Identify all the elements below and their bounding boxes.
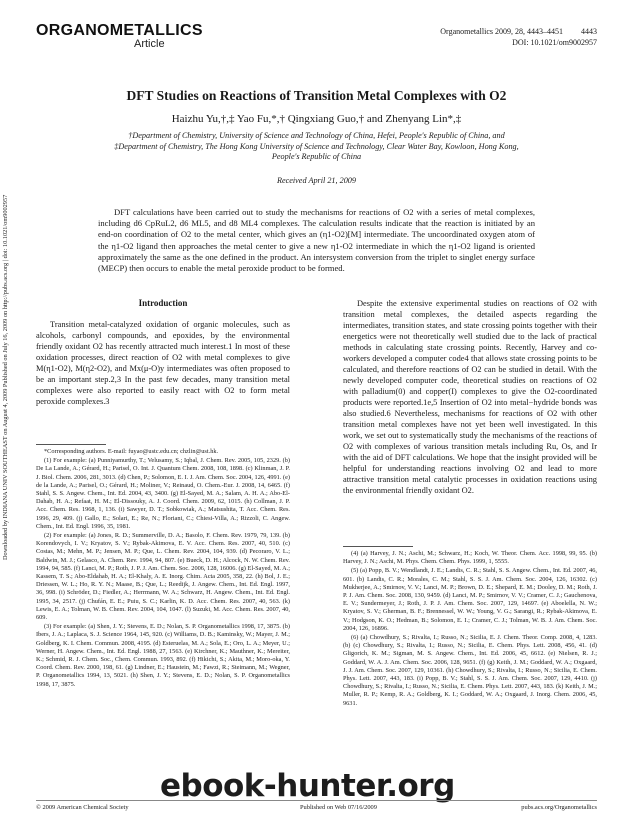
left-column xyxy=(36,298,290,407)
footer-url[interactable]: pubs.acs.org/Organometallics xyxy=(521,804,597,811)
footnote-item: (4) (a) Harvey, J. N.; Aschi, M.; Schwarz, H.; Koch, W. Theor. Chem. Acc. 1998, 99, 95. (b) Harvey, J. N.; Aschi, M. Phys. Chem. Chem. Phys. 1999, 1, 5555. xyxy=(343,550,597,566)
footer-divider xyxy=(36,800,597,801)
footer-published: Published on Web 07/16/2009 xyxy=(300,804,377,811)
footer-copyright: © 2009 American Chemical Society xyxy=(36,804,129,811)
right-column xyxy=(343,298,597,496)
download-side-note-text: Downloaded by INDIANA UNIV SOUTHEAST on August 4, 2009 Published on July 16, 2009 on http://pubs.acs.org | doi: 10.1021/om9002957 xyxy=(2,194,9,560)
footnote-item: (2) For example: (a) Jones, R. D.; Summerville, D. A.; Basolo, F. Chem. Rev. 1979, 79, 139. (b) Korendovych, I. V.; Kryatov, S. V.; Rybak-Akimova, E. V. Acc. Chem. Res. 2007, 40, 510. (c) Costas, M.; Mehn, M. P.; Jensen, M. P.; Que, L. Chem. Rev. 2004, 104, 939. (d) Pecoraro, V. L.; Baldwin, M. J.; Gelasco, A. Chem. Rev. 1994, 94, 807. (e) Bueck, D. H.; Alcock, N. W. Chem. Rev. 1994, 94, 585. (f) Lanci, M. P.; Roth, J. P. J. Am. Chem. Soc. 2006, 128, 16006. (g) El-Sayed, M. A.; Kassem, T. S.; Abo-Eldahab, H. A.; El-Khaly, A. E. Inorg. Chim. Acta 2005, 358, 22. (h) Bol, J. E.; Driessen, W. L.; Ho, R. Y. N.; Maase, B.; Que, L.; Reedijk, J. Angew. Chem., Int. Ed. Engl. 1997, 36, 998. (i) Schröder, D.; Fiedler, A.; Herrmann, W. A.; Schwarz, H. Angew. Chem., Int. Ed. Engl. 1995, 34, 2517. (j) Chufán, E. E.; Puiu, S. C.; Karlin, K. D. Acc. Chem. Res. 2007, 40, 563. (k) Lewis, E. A.; Tolman, W. B. Chem. Rev. 2004, 104, 1047. (l) Suzuki, M. Acc. Chem. Res. 2007, 40, 609. xyxy=(36,532,290,622)
journal-citation: Organometallics 2009, 28, 4443–4451 xyxy=(440,27,563,36)
download-side-note xyxy=(2,194,20,560)
right-column-paragraph: Despite the extensive experimental studies on reactions of O2 with transition metal complexes, the detailed aspects regarding the intermediates, transition states, and state crossing points together with their energetics were not theoretically well studied due to the lack of practical methods in calculating state crossing points. Recently, Harvey and co-workers developed a computer code4 that allows state crossing points to be calculated, and therefore reactions of O2 can be studied in detail. With the newly developed computer code, theoretical studies on reactions of O2 with palladium(0) and copper(I) complexes to give the O2-coordinated products were reported.1e,5 Insertion of O2 into metal−hydride bonds was also studied.6 Nevertheless, mechanisms for reactions of O2 with other transition metal complexes have not yet been well investigated. In this work, we set out to systematically study the mechanisms of the reactions of O2 with complexes of various transition metals including Ru, Os, and Ir with the aid of DFT calculations. We hope that the insight provided will be helpful for understanding reactions involving O2 and lead to more attractive transition metal catalytic processes in oxidation reactions using the environmental friendly oxidant O2. xyxy=(343,299,597,495)
section-heading-introduction: Introduction xyxy=(138,298,188,308)
journal-logo-article: Article xyxy=(134,38,165,50)
watermark-text: ebook-hunter.org xyxy=(160,768,455,804)
article-title: DFT Studies on Reactions of Transition Metal Complexes with O2 xyxy=(126,88,507,103)
footnote-divider xyxy=(36,444,106,445)
footnote-item: (6) (a) Chowdhury, S.; Rivalta, I.; Russo, N.; Sicilia, E. J. Chem. Theor. Comp. 2008, 4, 1283. (b) (c) Chowdhury, S.; Rivalta, I.; Russo, N.; Sicilia, E. Chem. Phys. Lett. 2008, 456, 41. (d) Gligorich, K. M.; Sigman, M. S. Angew. Chem., Int. Ed. 2006, 45, 6612. (e) Nielsen, R. J.; Goddard, W. A. J. Am. Chem. Soc. 2006, 128, 9651. (f) (g) Keith, J. M.; Goddard, W. A.; Oxgaard, J. J. Am. Chem. Soc. 2007, 129, 10361. (h) Chowdhury, S.; Rivalta, I.; Russo, N.; Sicilia, E. Chem. Phys. Lett. 2007, 443, 183. (i) Popp, B. V.; Stahl, S. S. J. Am. Chem. Soc. 2007, 129, 4410. (j) Chowdhury, S.; Rivalta, I.; Russo, N.; Sicilia, E. Chem. Phys. Lett. 2007, 443, 183. (k) Keith, J. M.; Muller, R. P.; Kemp, R. A.; Goldberg, K. I.; Goddard, W. A.; Oxgaard, J. Inorg. Chem. 2006, 45, 9631. xyxy=(343,634,597,707)
footnotes-left xyxy=(36,444,290,690)
footnote-item: (1) For example: (a) Punniyamurthy, T.; Velusamy, S.; Iqbal, J. Chem. Rev. 2005, 105, 2329. (b) De La Lande, A.; Gérard, H.; Parisel, O. Int. J. Quantum Chem. 2008, 108, 1898. (c) Klinman, J. P. J. Biol. Chem. 2006, 281, 3013. (d) Chen, P.; Solomon, E. I. J. Am. Chem. Soc. 2004, 126, 4991. (e) de la Lande, A.; Parisel, O.; Gérard, H.; Moliner, V.; Reinaud, O. Chem.-Eur. J. 2008, 14, 6465. (f) Stahl, S. S. Angew. Chem., Int. Ed. 2004, 43, 3400. (g) El-Sayed, M. A.; Salam, A. H. A.; Abo-El-Dahab, H. A.; Refaat, H. M.; El-Dissouky, A. J. Coord. Chem. 2009, 62, 1015. (h) Collman, J. P. Acc. Chem. Res. 1968, 1, 136. (i) Sawyer, D. T.; Sobkowiak, A.; Matsushita, T. Acc. Chem. Res. 1996, 29, 409. (j) Gallo, E.; Solari, E.; Re, N.; Floriani, C.; Chiesi-Villa, A.; Rizzoli, C. Angew. Chem., Int. Ed. Engl. 1996, 35, 1981. xyxy=(36,457,290,530)
footnote-item: (5) (a) Popp, B. V.; Wendlandt, J. E.; Landis, C. R.; Stahl, S. S. Angew. Chem., Int. Ed. 2007, 46, 601. (b) Landis, C. R.; Morales, C. M.; Stahl, S. S. J. Am. Chem. Soc. 2004, 126, 16302. (c) Mukherjee, A.; Smirnov, V. V.; Lanci, M. P.; Brown, D. E.; Shepard, E. M.; Dooley, D. M.; Roth, J. P. J. Am. Chem. Soc. 2008, 130, 9459. (d) Lanci, M. P.; Smirnov, V. V.; Cramer, C. J.; Gauchenova, E. V.; Sundermeyer, J.; Roth, J. P. J. Am. Chem. Soc. 2007, 129, 14697. (e) Aboelella, N. W.; Kryatov, S. V.; Gherman, B. F.; Brennessel, W. W.; Young, V. G.; Sarangi, R.; Rybak-Akimova, E. V.; Hodgson, K. O.; Hedman, B.; Solomon, E. I.; Cramer, C. J.; Tolman, W. B. J. Am. Chem. Soc. 2004, 126, 16896. xyxy=(343,567,597,632)
footnotes-right xyxy=(343,546,597,709)
article-affiliations: †Department of Chemistry, University of Science and Technology of China, Hefei, People's Republic of China, and ‡Department of Chemistry, The Hong Kong University of Science and Technology, Clear Water Bay, Kowloon, Hong Kong, People's Republic of China xyxy=(114,131,519,161)
abstract: DFT calculations have been carried out to study the mechanisms for reactions of O2 with a series of metal complexes, including d6 CpRuL2, d6 ML5, and d8 ML4 complexes. The calculation results indicate that the reaction is initiated by an end-on coordination of O2 to the metal center, which gives an (η1-O2)[M] intermediate. The uncoordinated oxygen atom of the η1-O2 ligand then approaches the metal center to give a new η1-O2 intermediate in which the η1-O2 ligand is oriented approximately the same as the one defined in the product. An intersystem conversion from the triplet to singlet energy surface (MECP) then occurs to enable the metal peroxide product to be formed. xyxy=(98,207,535,274)
journal-logo-name: ORGANOMETALLICS xyxy=(36,22,203,39)
received-date: Received April 21, 2009 xyxy=(277,176,356,185)
introduction-paragraph: Transition metal-catalyzed oxidation of organic molecules, such as alcohols, carbonyl compounds, and epoxides, by the environmental friendly oxidant O2 has recently attracted much interest.1 In most of these oxidation processes, direct reaction of O2 with metal complexes to give M(η1-O2), M(η2-O2), and Mx(μ-O)y intermediates was often proposed to be an important step.2,3 In the past few decades, many transition metal complexes were also reported to easily react with O2 to form metal peroxide complexes.3 xyxy=(36,320,290,406)
doi[interactable]: DOI: 10.1021/om9002957 xyxy=(512,38,597,47)
footnote-divider xyxy=(343,546,413,547)
article-authors: Haizhu Yu,†,‡ Yao Fu,*,† Qingxiang Guo,† and Zhenyang Lin*,‡ xyxy=(171,113,462,125)
footnote-item: *Corresponding authors. E-mail: fuyao@ustc.edu.cn; chzlin@ust.hk. xyxy=(44,448,219,455)
footnote-item: (3) For example: (a) Shen, J. Y.; Stevens, E. D.; Nolan, S. P. Organometallics 1998, 17, 3875. (b) Ibers, J. A.; Laplaca, S. J. Science 1964, 145, 920. (c) Williams, D. B.; Kaminsky, W.; Mayer, J. M.; Goldberg, K. I. Chem. Commun. 2008, 4195. (d) Esteruelas, M. A.; Sola, E.; Oro, L. A.; Meyer, U.; Werner, H. Angew. Chem., Int. Ed. Engl. 1988, 27, 1563. (e) Kirchner, K.; Mauthner, K.; Mereiter, K.; Schmid, R. J. Chem. Soc., Chem. Commun. 1993, 892. (f) Hikichi, S.; Akita, M.; Moro-oka, Y. Coord. Chem. Rev. 2000, 198, 61. (g) Lindner, E.; Haustein, M.; Fawzi, R.; Steimann, M.; Wegner, P. Organometallics 1994, 13, 5021. (h) Shen, J. Y.; Stevens, E. D.; Nolan, S. P. Organometallics 1998, 17, 3875. xyxy=(36,623,290,688)
journal-logo xyxy=(36,22,203,60)
header-citation-block xyxy=(440,26,597,48)
page-number: 4443 xyxy=(581,27,597,36)
